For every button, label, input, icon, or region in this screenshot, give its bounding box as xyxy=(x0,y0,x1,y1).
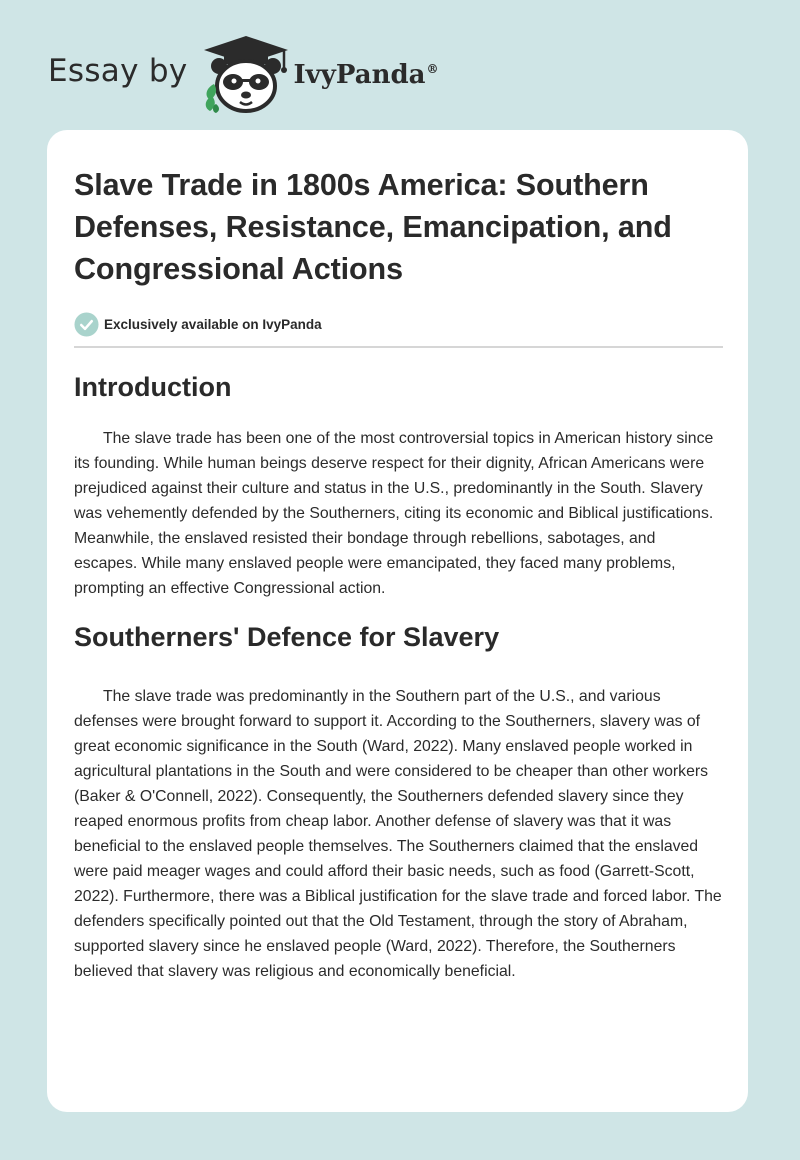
section-paragraph: The slave trade was predominantly in the Southern part of the U.S., and various defenses were brought forward to support it. According to the Southerners, slavery was of great economic significance in the South (Ward, 2022). Many enslaved people worked in agricultural plantations in the South and were considered to be cheaper than other workers (Baker & O'Connell, 2022). Consequently, the Southerners defended slavery since they reaped enormous profits from cheap labor. Another defense of slavery was that it was beneficial to the enslaved people themselves. The Southerners claimed that the enslaved were paid meager wages and could afford their basic needs, such as food (Garrett-Scott, 2022). Furthermore, there was a Biblical justification for the slave trade and forced labor. The defenders specifically pointed out that the Old Testament, through the story of Abraham, supported slavery since he enslaved people (Ward, 2022). Therefore, the Southerners believed that slavery was religious and economically beneficial. xyxy=(74,688,722,980)
brand-prefix: Essay by xyxy=(48,53,188,89)
panda-graduate-icon xyxy=(200,34,292,114)
essay-card xyxy=(47,130,748,1112)
registered-mark: ® xyxy=(426,62,439,77)
section-paragraph: The slave trade has been one of the most controversial topics in American history since its founding. While human beings deserve respect for their dignity, African Americans were prejudiced against their culture and status in the U.S., predominantly in the South. Slavery was vehemently defended by the Southerners, citing its economic and Biblical justifications. Meanwhile, the enslaved resisted their bondage through rebellions, sabotages, and escapes. While many enslaved people were emancipated, they faced many problems, prompting an effective Congressional action. xyxy=(74,430,714,597)
exclusive-badge-text: Exclusively available on IvyPanda xyxy=(104,316,322,332)
title-divider xyxy=(74,346,723,348)
site-brand[interactable] xyxy=(48,34,439,114)
section-southerners-defence xyxy=(74,620,722,984)
essay-title: Slave Trade in 1800s America: Southern Defenses, Resistance, Emancipation, and Congressional Actions xyxy=(74,168,672,286)
section-introduction xyxy=(74,370,722,601)
brand-name: IvyPanda® xyxy=(293,60,439,90)
check-circle-icon xyxy=(74,312,99,337)
section-heading: Southerners' Defence for Slavery xyxy=(74,622,500,652)
exclusive-badge xyxy=(74,311,722,337)
section-heading: Introduction xyxy=(74,372,232,402)
